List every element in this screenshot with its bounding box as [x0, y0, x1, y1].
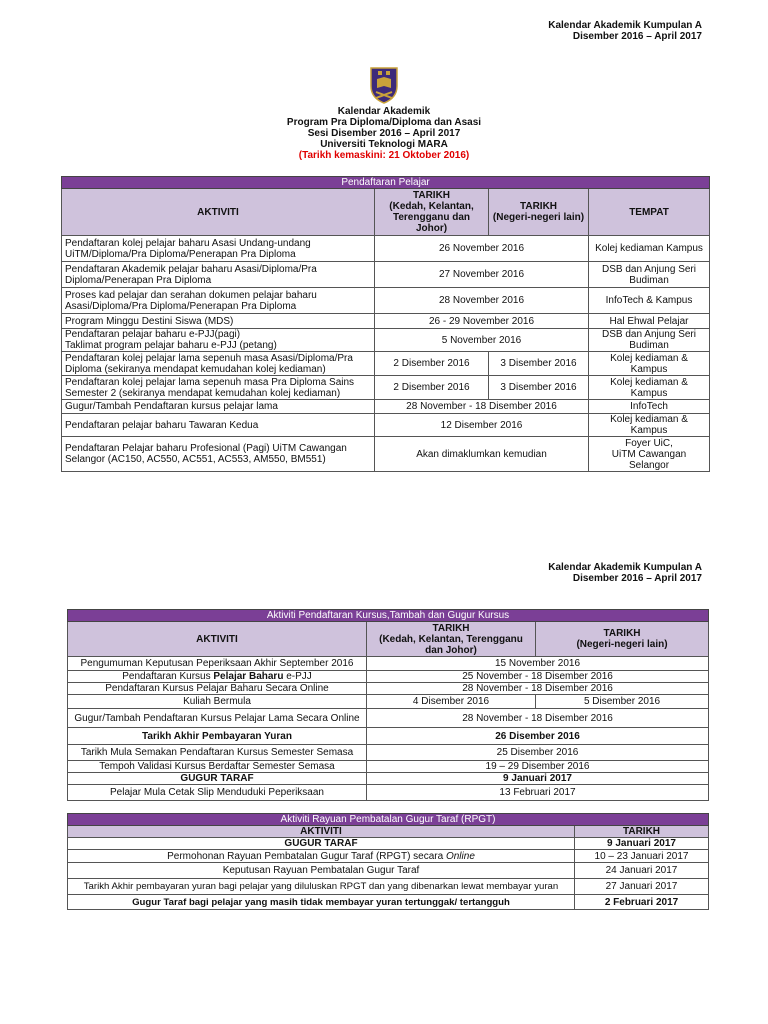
- row-tarikh: 27 November 2016: [375, 262, 589, 288]
- row-tarikh: 26 - 29 November 2016: [375, 314, 589, 329]
- row-tempat: InfoTech: [589, 400, 710, 414]
- t2-col-header-tarikh-east: TARIKH (Kedah, Kelantan, Terengganu dan Johor): [367, 622, 536, 657]
- row-aktiviti: Kuliah Bermula: [68, 695, 367, 709]
- table-row: [68, 695, 709, 709]
- row-tarikh: 28 November - 18 Disember 2016: [367, 683, 709, 695]
- row-aktiviti: Tarikh Akhir Pembayaran Yuran: [68, 728, 367, 745]
- row-tarikh: 9 Januari 2017: [575, 838, 709, 850]
- title-line2: Program Pra Diploma/Diploma dan Asasi: [286, 117, 482, 128]
- table-row: [62, 400, 710, 414]
- table-row: [68, 709, 709, 728]
- row-tarikh: Akan dimaklumkan kemudian: [375, 437, 589, 472]
- table3-title-bar: Aktiviti Rayuan Pembatalan Gugur Taraf (RPGT): [68, 814, 709, 826]
- row-tarikh: 24 Januari 2017: [575, 863, 709, 879]
- table-row: [68, 879, 709, 895]
- header-line2: Disember 2016 – April 2017: [572, 31, 702, 42]
- table-row: [68, 728, 709, 745]
- row-aktiviti: Keputusan Rayuan Pembatalan Gugur Taraf: [68, 863, 575, 879]
- table-row: [62, 352, 710, 376]
- table-row: [68, 683, 709, 695]
- row-aktiviti-post: e-PJJ: [283, 671, 312, 682]
- row-aktiviti: Pendaftaran Kursus Pelajar Baharu Secara Online: [68, 683, 367, 695]
- row-tarikh: 19 – 29 Disember 2016: [367, 761, 709, 773]
- row-tarikh-east: 4 Disember 2016: [367, 695, 536, 709]
- row-tempat: InfoTech & Kampus: [589, 288, 710, 314]
- header2-line2: Disember 2016 – April 2017: [572, 573, 702, 584]
- row-aktiviti: Gugur Taraf bagi pelajar yang masih tidak membayar yuran tertunggak/ tertangguh: [68, 895, 575, 910]
- row-aktiviti: Pendaftaran Akademik pelajar baharu Asasi/Diploma/Pra Diploma/Penerapan Pra Diploma: [62, 262, 375, 288]
- table-row: [62, 376, 710, 400]
- table-row: [62, 437, 710, 472]
- row-aktiviti: Gugur/Tambah Pendaftaran kursus pelajar lama: [62, 400, 375, 414]
- t3-col-header-aktiviti: AKTIVITI: [68, 826, 575, 838]
- row-tarikh: 25 November - 18 Disember 2016: [367, 671, 709, 683]
- row-aktiviti-pre: Permohonan Rayuan Pembatalan Gugur Taraf (RPGT) secara: [167, 850, 446, 862]
- col-header-aktiviti: AKTIVITI: [62, 189, 375, 236]
- uitm-logo-icon: [369, 66, 399, 104]
- table-row: [68, 773, 709, 785]
- row-tarikh: 10 – 23 Januari 2017: [575, 850, 709, 863]
- row-aktiviti: Proses kad pelajar dan serahan dokumen pelajar baharu Asasi/Diploma/Pra Diploma/Penerapan Pra Diploma: [62, 288, 375, 314]
- table-row: [62, 314, 710, 329]
- table-row: [68, 863, 709, 879]
- table-row: [68, 895, 709, 910]
- t2-col-header-tarikh-other: TARIKH (Negeri-negeri lain): [536, 622, 709, 657]
- calendar-header-2: [548, 562, 702, 584]
- row-aktiviti: Pengumuman Keputusan Peperiksaan Akhir September 2016: [68, 657, 367, 671]
- table-title-bar: Pendaftaran Pelajar: [62, 177, 710, 189]
- row-tarikh-other: 3 Disember 2016: [489, 352, 589, 376]
- row-tarikh-east: 2 Disember 2016: [375, 352, 489, 376]
- row-tarikh: 28 November 2016: [375, 288, 589, 314]
- row-aktiviti: Gugur/Tambah Pendaftaran Kursus Pelajar Lama Secara Online: [68, 709, 367, 728]
- row-tarikh: 28 November - 18 Disember 2016: [375, 400, 589, 414]
- table-row: [62, 288, 710, 314]
- table-row: [62, 262, 710, 288]
- col-header-tempat: TEMPAT: [589, 189, 710, 236]
- row-tarikh: 25 Disember 2016: [367, 745, 709, 761]
- table-row: [68, 671, 709, 683]
- row-tempat: Hal Ehwal Pelajar: [589, 314, 710, 329]
- row-aktiviti: GUGUR TARAF: [68, 773, 367, 785]
- row-aktiviti: Tarikh Akhir pembayaran yuran bagi pelajar yang diluluskan RPGT dan yang dibenarkan lewat membayar yuran: [68, 879, 575, 895]
- row-tempat: DSB dan Anjung Seri Budiman: [589, 262, 710, 288]
- t3-col-header-tarikh: TARIKH: [575, 826, 709, 838]
- row-aktiviti: Pendaftaran kolej pelajar lama sepenuh masa Pra Diploma Sains Semester 2 (sekiranya mendapat kemudahan kolej kediaman): [62, 376, 375, 400]
- row-tarikh: 12 Disember 2016: [375, 414, 589, 437]
- row-aktiviti: Pendaftaran pelajar baharu e-PJJ(pagi) Taklimat program pelajar baharu e-PJJ (petang): [62, 329, 375, 352]
- row-aktiviti: [68, 850, 575, 863]
- row-aktiviti: [68, 671, 367, 683]
- table-row: [68, 850, 709, 863]
- row-aktiviti: Pendaftaran kolej pelajar baharu Asasi Undang-undang UiTM/Diploma/Pra Diploma/Penerapan Pra Diploma: [62, 236, 375, 262]
- row-tarikh: 26 Disember 2016: [367, 728, 709, 745]
- row-tarikh: 5 November 2016: [375, 329, 589, 352]
- row-tarikh: 15 November 2016: [367, 657, 709, 671]
- row-tarikh: 9 Januari 2017: [367, 773, 709, 785]
- row-aktiviti: GUGUR TARAF: [68, 838, 575, 850]
- row-tarikh: 26 November 2016: [375, 236, 589, 262]
- title-updated: (Tarikh kemaskini: 21 Oktober 2016): [298, 150, 470, 161]
- col-header-tarikh-east: TARIKH (Kedah, Kelantan, Terengganu dan Johor): [375, 189, 489, 236]
- row-aktiviti: Tarikh Mula Semakan Pendaftaran Kursus Semester Semasa: [68, 745, 367, 761]
- col-header-tarikh-other: TARIKH (Negeri-negeri lain): [489, 189, 589, 236]
- row-tempat: Foyer UiC, UiTM Cawangan Selangor: [589, 437, 710, 472]
- table-row: [68, 657, 709, 671]
- row-aktiviti: Pendaftaran Pelajar baharu Profesional (Pagi) UiTM Cawangan Selangor (AC150, AC550, AC551, AC553, AM550, BM551): [62, 437, 375, 472]
- table-row: [62, 329, 710, 352]
- row-tarikh-east: 2 Disember 2016: [375, 376, 489, 400]
- table-row: [62, 236, 710, 262]
- row-tempat: Kolej kediaman & Kampus: [589, 352, 710, 376]
- rpgt-table: [67, 813, 709, 910]
- table-row: [68, 838, 709, 850]
- row-aktiviti-italic: Online: [445, 850, 475, 862]
- title-line1: Kalendar Akademik: [337, 106, 431, 117]
- title-line3: Sesi Disember 2016 – April 2017: [307, 128, 461, 139]
- table2-title-bar: Aktiviti Pendaftaran Kursus,Tambah dan Gugur Kursus: [68, 610, 709, 622]
- row-aktiviti: Tempoh Validasi Kursus Berdaftar Semester Semasa: [68, 761, 367, 773]
- row-tempat: Kolej kediaman & Kampus: [589, 414, 710, 437]
- table-row: [68, 761, 709, 773]
- header-line1: Kalendar Akademik Kumpulan A: [548, 20, 702, 31]
- header2-line1: Kalendar Akademik Kumpulan A: [548, 562, 702, 573]
- row-aktiviti-bold: Pelajar Baharu: [213, 671, 284, 682]
- row-tempat: Kolej kediaman & Kampus: [589, 376, 710, 400]
- row-aktiviti: Pelajar Mula Cetak Slip Menduduki Peperiksaan: [68, 785, 367, 801]
- document-title: [0, 106, 768, 161]
- row-tarikh: 2 Februari 2017: [575, 895, 709, 910]
- t2-col-header-aktiviti: AKTIVITI: [68, 622, 367, 657]
- row-tempat: DSB dan Anjung Seri Budiman: [589, 329, 710, 352]
- row-tempat: Kolej kediaman Kampus: [589, 236, 710, 262]
- row-tarikh: 28 November - 18 Disember 2016: [367, 709, 709, 728]
- table-row: [68, 745, 709, 761]
- row-aktiviti-pre: Pendaftaran Kursus: [122, 671, 214, 682]
- row-aktiviti: Pendaftaran pelajar baharu Tawaran Kedua: [62, 414, 375, 437]
- title-line4: Universiti Teknologi MARA: [320, 139, 448, 150]
- row-tarikh-other: 3 Disember 2016: [489, 376, 589, 400]
- registration-table: [61, 176, 710, 472]
- row-tarikh-other: 5 Disember 2016: [536, 695, 709, 709]
- row-tarikh: 13 Februari 2017: [367, 785, 709, 801]
- calendar-header: [548, 20, 702, 42]
- row-tarikh: 27 Januari 2017: [575, 879, 709, 895]
- table-row: [68, 785, 709, 801]
- table-row: [62, 414, 710, 437]
- row-aktiviti: Program Minggu Destini Siswa (MDS): [62, 314, 375, 329]
- row-aktiviti: Pendaftaran kolej pelajar lama sepenuh masa Asasi/Diploma/Pra Diploma (sekiranya mendapat kemudahan kolej kediaman): [62, 352, 375, 376]
- course-registration-table: [67, 609, 709, 801]
